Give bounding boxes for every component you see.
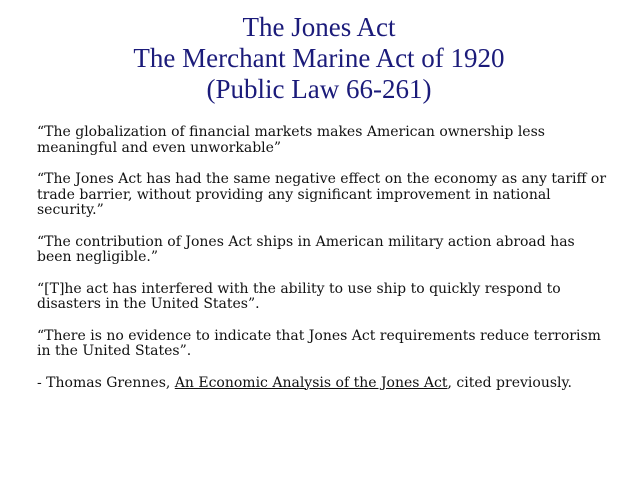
quote-disasters: “[T]he act has interfered with the ability to use ship to quickly respond to disasters in the United States”. [37, 280, 561, 312]
quote-military: “The contribution of Jones Act ships in American military action abroad has been negligible.” [37, 233, 575, 265]
title-line-2: The Merchant Marine Act of 1920 [133, 43, 505, 73]
attribution-suffix: , cited previously. [447, 374, 572, 391]
slide-title [0, 12, 638, 105]
quote-terrorism: “There is no evidence to indicate that Jones Act requirements reduce terrorism in the United States”. [37, 327, 601, 359]
quote-economy: “The Jones Act has had the same negative effect on the economy as any tariff or trade barrier, without providing any significant improvement in national security.” [37, 171, 607, 218]
slide-body [37, 125, 612, 391]
quote-globalization: “The globalization of financial markets makes American ownership less meaningful and even unworkable” [37, 124, 545, 156]
source-link[interactable]: An Economic Analysis of the Jones Act [174, 374, 448, 391]
title-line-1: The Jones Act [242, 12, 396, 42]
attribution [37, 376, 612, 392]
attribution-prefix: - Thomas Grennes, [37, 374, 175, 391]
title-line-3: (Public Law 66-261) [206, 74, 432, 104]
